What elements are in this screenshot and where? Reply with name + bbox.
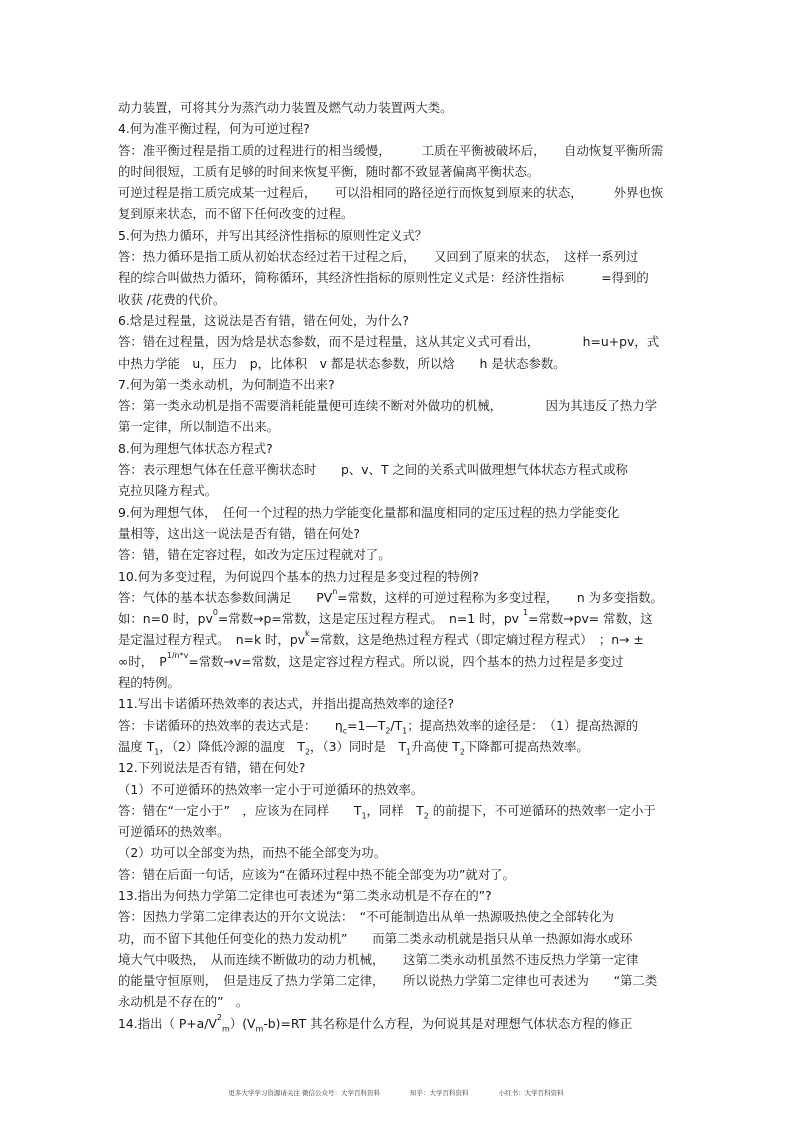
question-14: 14.指出（ $P+a/V^2_m)(V_m-b)=RT$ 其名称是什么方程，为何说其是对理想气体状态方程的修正 — [118, 1012, 633, 1034]
text-line: 量相等，这出这一说法是否有错，错在何处? — [118, 525, 360, 541]
question-10: 10.何为多变过程，为何说四个基本的热力过程是多变过程的特例? — [118, 568, 479, 584]
text-line: 答：错在过程量，因为焓是状态参数，而不是过程量，这从其定义式可看出， h=u+pv，式 — [118, 334, 660, 350]
text-line: 收获 /花费的代价。 — [118, 291, 226, 307]
text-line: 答：错在“一定小于” ，应该为在同样 $T_1$，同样 $T_2$ 的前提下，不可逆循环的热效率一定小于 — [118, 802, 656, 821]
question-11: 11.写出卡诺循环热效率的表达式，并指出提高热效率的途径? — [118, 696, 455, 712]
page-footer — [0, 1088, 792, 1097]
text-line: 答：表示理想气体在任意平衡状态时 p、v、T 之间的关系式叫做理想气体状态方程式或称 — [118, 462, 628, 478]
question-4: 4.何为准平衡过程，何为可逆过程? — [118, 121, 310, 137]
text-line: 功，而不留下其他任何变化的热力发动机” 而第二类永动机就是指只从单一热源如海水或环 — [118, 930, 633, 946]
text-line: 复到原来状态，而不留下任何改变的过程。 — [118, 206, 354, 222]
text-line: 的时间很短，工质有足够的时间来恢复平衡，随时都不致显著偏离平衡状态。 — [118, 163, 540, 179]
text-line: 可逆过程是指工质完成某一过程后， 可以沿相同的路径逆行而恢复到原来的状态， 外界也恢 — [118, 185, 664, 201]
text-line: 永动机是不存在的” 。 — [118, 994, 249, 1010]
text-line: 中热力学能 u，压力 p，比体积 v 都是状态参数，所以焓 h 是状态参数。 — [118, 355, 566, 371]
question-6: 6.焓是过程量，这说法是否有错，错在何处，为什么? — [118, 312, 409, 328]
document-body — [118, 97, 678, 1034]
question-7: 7.何为第一类永动机，为何制造不出来? — [118, 376, 335, 392]
text-line: 克拉贝隆方程式。 — [118, 483, 218, 499]
footer-xiaohongshu: 小红书：大学百科资料 — [498, 1089, 564, 1097]
text-line: 可逆循环的热效率。 — [118, 824, 230, 840]
text-line: （2）功可以全部变为热，而热不能全部变为功。 — [118, 845, 387, 861]
question-13: 13.指出为何热力学第二定律也可表述为“第二类永动机是不存在的”? — [118, 887, 492, 903]
text-line: 的能量守恒原则， 但是违反了热力学第二定律， 所以说热力学第二定律也可表述为 “第二类 — [118, 973, 658, 989]
text-line: 程的综合叫做热力循环，简称循环，其经济性指标的原则性定义式是：经济性指标 =得到的 — [118, 270, 649, 286]
text-line: （1）不可逆循环的热效率一定小于可逆循环的热效率。 — [118, 781, 424, 797]
text-line: 动力装置，可将其分为蒸汽动力装置及燃气动力装置两大类。 — [118, 100, 453, 115]
text-line: 答：错，错在定容过程，如改为定压过程就对了。 — [118, 547, 391, 563]
text-line: 答：第一类永动机是指不需要消耗能量便可连续不断对外做功的机械， 因为其违反了热力学 — [118, 398, 657, 414]
text-line: 温度 $T_1$，（2）降低冷源的温度 $T_2$，（3）同时是 $T_1$升高使 $T_2$下降都可提高热效率。 — [118, 738, 589, 757]
text-line: 答：气体的基本状态参数间满足 $PV^n=$常数，这样的可逆过程称为多变过程， n 为多变指数。 — [118, 586, 664, 605]
text-line: 境大气中吸热， 从而连续不断做功的动力机械， 这第二类永动机虽然不违反热力学第一定律 — [118, 951, 639, 967]
text-line: 答：因热力学第二定律表达的开尔文说法： “不可能制造出从单一热源吸热使之全部转化为 — [118, 909, 614, 925]
footer-wechat: 更多大学学习资源请关注 微信公众号：大学百科资料 — [228, 1089, 380, 1097]
text-line: 答：错在后面一句话，应该为“在循环过程中热不能全部变为功”就对了。 — [118, 866, 515, 882]
question-9: 9.何为理想气体， 任何一个过程的热力学能变化量都和温度相同的定压过程的热力学能变化 — [118, 504, 620, 520]
text-line: ∞时， $P^{1/n*v}=$常数→v=常数，这是定容过程方程式。所以说，四个基本的热力过程是多变过 — [118, 650, 624, 669]
question-8: 8.何为理想气体状态方程式? — [118, 440, 273, 456]
text-line: 是定温过程方程式。 n=k 时，$pv^k=$常数，这是绝热过程方程式（即定熵过程方程式） ；n→ ± — [118, 629, 644, 648]
text-line: 程的特例。 — [118, 675, 180, 691]
question-12: 12.下列说法是否有错，错在何处? — [118, 760, 306, 776]
text-line: 答：热力循环是指工质从初始状态经过若干过程之后， 又回到了原来的状态， 这样一系列过 — [118, 249, 639, 265]
footer-zhihu: 知乎：大学百科资料 — [410, 1089, 469, 1097]
text-line: 答：卡诺循环的热效率的表达式是： $\eta_c=1—T_2/T_1$；提高热效率的途径是： （1）提高热源的 — [118, 717, 639, 736]
text-line: 如：n=0 时，$pv^0=$常数→p=常数，这是定压过程方程式。 n=1 时，pv $^1$=常数→pv= 常数，这 — [118, 608, 653, 627]
text-line: 第一定律，所以制造不出来。 — [118, 419, 280, 435]
text-line: 答：准平衡过程是指工质的过程进行的相当缓慢， 工质在平衡被破坏后， 自动恢复平衡所需 — [118, 142, 664, 158]
question-5: 5.何为热力循环，并写出其经济性指标的原则性定义式？ — [118, 227, 428, 243]
